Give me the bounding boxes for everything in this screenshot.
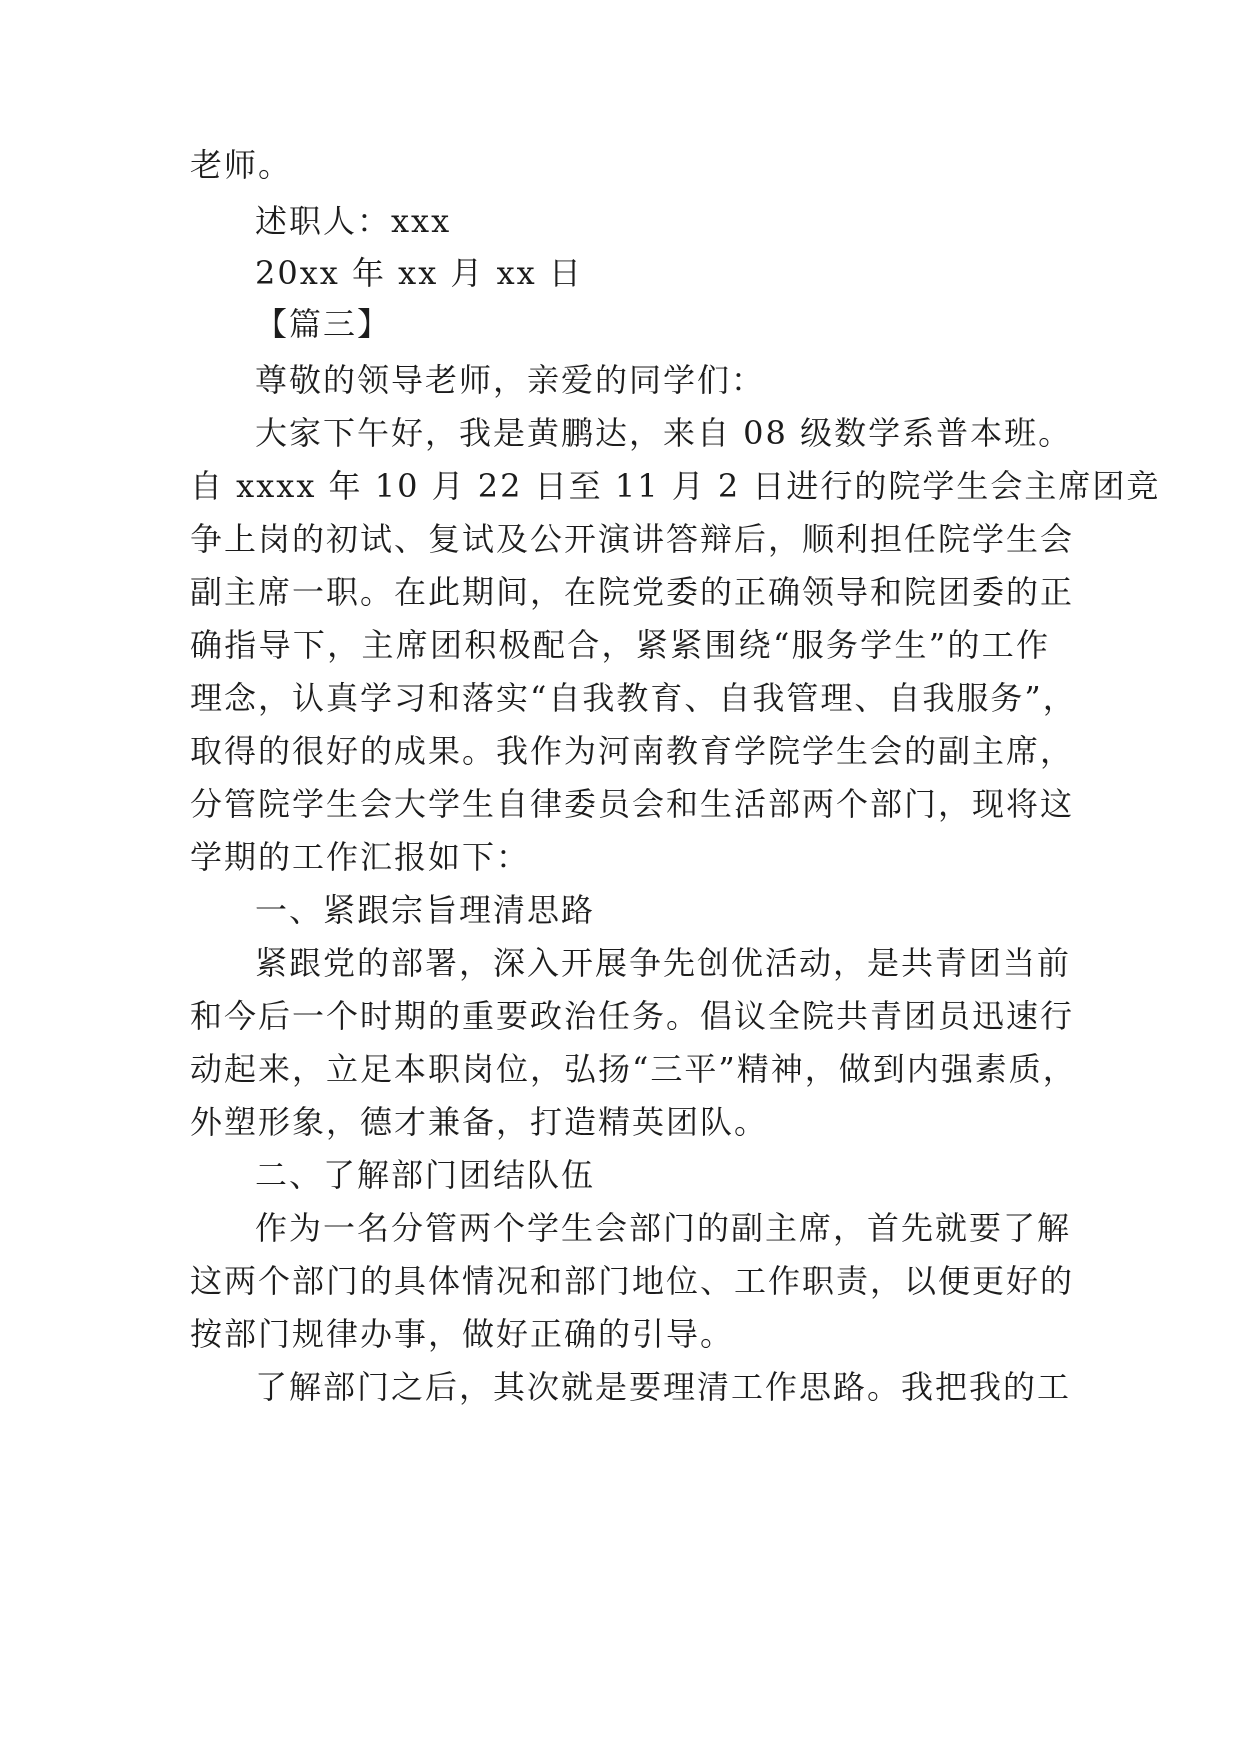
section-heading: 【篇三】: [255, 305, 392, 343]
paragraph-line: 学期的工作汇报如下：: [190, 838, 531, 876]
paragraph-line: 作为一名分管两个学生会部门的副主席，首先就要了解: [255, 1209, 1072, 1247]
paragraph-line: 和今后一个时期的重要政治任务。倡议全院共青团员迅速行: [190, 997, 1075, 1035]
paragraph-line: 紧跟党的部署，深入开展争先创优活动，是共青团当前: [255, 944, 1072, 982]
paragraph-line: 理念，认真学习和落实“自我教育、自我管理、自我服务”，: [190, 679, 1077, 717]
paragraph-line: 了解部门之后，其次就是要理清工作思路。我把我的工: [255, 1368, 1072, 1406]
section-heading: 二、了解部门团结队伍: [255, 1156, 596, 1194]
paragraph-line: 动起来，立足本职岗位，弘扬“三平”精神，做到内强素质，: [190, 1050, 1077, 1088]
paragraph-line: 分管院学生会大学生自律委员会和生活部两个部门，现将这: [190, 785, 1075, 823]
signature-line: 述职人：xxx: [255, 202, 452, 240]
paragraph-line: 外塑形象，德才兼备，打造精英团队。: [190, 1103, 769, 1141]
paragraph-line: 自 xxxx 年 10 月 22 日至 11 月 2 日进行的院学生会主席团竞: [190, 467, 1161, 505]
paragraph-line: 副主席一职。在此期间，在院党委的正确领导和院团委的正: [190, 573, 1075, 611]
paragraph-line: 确指导下，主席团积极配合，紧紧围绕“服务学生”的工作: [190, 626, 1050, 664]
paragraph-line: 按部门规律办事，做好正确的引导。: [190, 1315, 735, 1353]
salutation: 尊敬的领导老师，亲爱的同学们：: [255, 361, 766, 399]
text-line: 老师。: [190, 146, 293, 184]
date-line: 20xx 年 xx 月 xx 日: [255, 254, 583, 292]
paragraph-line: 大家下午好，我是黄鹏达，来自 08 级数学系普本班。: [255, 414, 1073, 452]
paragraph-line: 这两个部门的具体情况和部门地位、工作职责，以便更好的: [190, 1262, 1075, 1300]
section-heading: 一、紧跟宗旨理清思路: [255, 891, 596, 929]
paragraph-line: 取得的很好的成果。我作为河南教育学院学生会的副主席，: [190, 732, 1075, 770]
paragraph-line: 争上岗的初试、复试及公开演讲答辩后，顺利担任院学生会: [190, 520, 1075, 558]
